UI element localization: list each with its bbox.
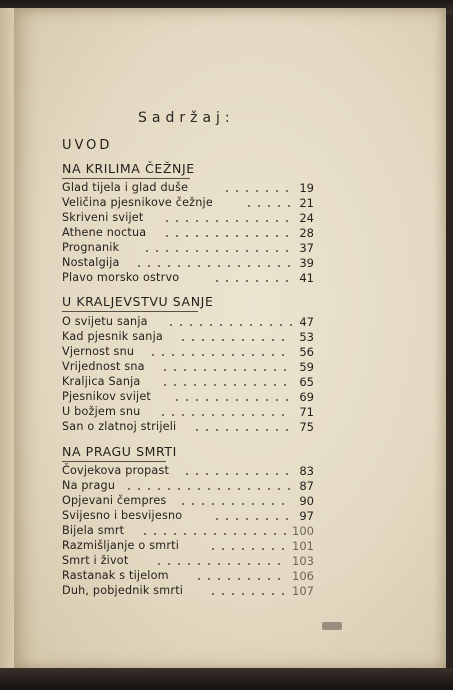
- entry-page: 53: [299, 330, 314, 344]
- toc-entry: [62, 405, 314, 419]
- entry-title: Plavo morsko ostrvo: [62, 271, 180, 284]
- toc-entry: [62, 241, 314, 255]
- toc-entry: [62, 315, 314, 329]
- leader-dots: [178, 339, 292, 341]
- toc-entry: [62, 494, 314, 508]
- toc-entry: [62, 390, 314, 404]
- entry-page: 87: [299, 479, 314, 493]
- leader-dots: [154, 563, 286, 565]
- entry-title: Svijesno i besvijesno: [62, 509, 183, 522]
- toc-entry: [62, 375, 314, 389]
- leader-dots: [178, 503, 292, 505]
- book-edge-bottom: [0, 668, 453, 690]
- toc-entry: [62, 226, 314, 240]
- toc-entry: [62, 196, 314, 210]
- entry-title: Na pragu: [62, 479, 116, 492]
- toc-title: Sadržaj:: [138, 110, 235, 126]
- entry-page: 24: [299, 211, 314, 225]
- entry-page: 28: [299, 226, 314, 240]
- entry-page: 83: [299, 464, 314, 478]
- leader-dots: [208, 593, 286, 595]
- entry-page: 101: [292, 539, 314, 553]
- entry-title: Glad tijela i glad duše: [62, 181, 189, 194]
- toc-entry: [62, 345, 314, 359]
- leader-dots: [192, 429, 292, 431]
- entry-page: 37: [299, 241, 314, 255]
- entry-title: Bijela smrt: [62, 524, 125, 537]
- leader-dots: [124, 488, 292, 490]
- toc-entry: [62, 464, 314, 478]
- toc-entry: [62, 256, 314, 270]
- leader-dots: [212, 518, 292, 520]
- leader-dots: [208, 548, 286, 550]
- section-rule-2: [62, 311, 198, 312]
- entry-page: 19: [299, 181, 314, 195]
- entry-title: Kad pjesnik sanja: [62, 330, 163, 343]
- entry-title: Opjevani čempres: [62, 494, 167, 507]
- toc-entry: [62, 524, 314, 538]
- entry-title: Duh, pobjednik smrti: [62, 584, 184, 597]
- toc-entry: [62, 569, 314, 583]
- leader-dots: [140, 533, 286, 535]
- leader-dots: [182, 473, 292, 475]
- entry-title: San o zlatnoj strijeli: [62, 420, 177, 433]
- entry-title: Razmišljanje o smrti: [62, 539, 180, 552]
- entry-page: 97: [299, 509, 314, 523]
- leader-dots: [194, 578, 286, 580]
- leader-dots: [166, 324, 292, 326]
- section-rule-3: [62, 461, 166, 462]
- entry-page: 69: [299, 390, 314, 404]
- toc-entry: [62, 360, 314, 374]
- entry-title: Prognanik: [62, 241, 120, 254]
- section-intro: UVOD: [62, 138, 113, 153]
- toc-entry: [62, 181, 314, 195]
- entry-title: Vrijednost sna: [62, 360, 145, 373]
- leader-dots: [158, 414, 292, 416]
- leader-dots: [142, 250, 292, 252]
- leader-dots: [160, 384, 292, 386]
- entry-title: Veličina pjesnikove čežnje: [62, 196, 213, 209]
- entry-page: 47: [299, 315, 314, 329]
- entry-title: Nostalgija: [62, 256, 120, 269]
- leader-dots: [160, 369, 292, 371]
- toc-entry: [62, 479, 314, 493]
- page-number-mark: [322, 622, 342, 630]
- section-rule-1: [62, 178, 190, 179]
- entry-title: Athene noctua: [62, 226, 147, 239]
- entry-page: 107: [292, 584, 314, 598]
- toc-entry: [62, 584, 314, 598]
- section-heading-2: U KRALJEVSTVU SANJE: [62, 294, 214, 309]
- leader-dots: [222, 190, 292, 192]
- toc-entry: [62, 554, 314, 568]
- section-heading-3: NA PRAGU SMRTI: [62, 444, 177, 459]
- entry-title: Vjernost snu: [62, 345, 135, 358]
- leader-dots: [172, 399, 292, 401]
- leader-dots: [244, 205, 292, 207]
- toc-entry: [62, 271, 314, 285]
- entry-title: Čovjekova propast: [62, 464, 170, 477]
- entry-page: 103: [292, 554, 314, 568]
- entry-title: Kraljica Sanja: [62, 375, 141, 388]
- section-heading-1: NA KRILIMA ČEŽNJE: [62, 161, 195, 176]
- toc-entry: [62, 330, 314, 344]
- toc-entry: [62, 509, 314, 523]
- entry-page: 75: [299, 420, 314, 434]
- leader-dots: [212, 280, 292, 282]
- entry-page: 65: [299, 375, 314, 389]
- entry-page: 90: [299, 494, 314, 508]
- entry-page: 39: [299, 256, 314, 270]
- toc-entry: [62, 211, 314, 225]
- entry-page: 59: [299, 360, 314, 374]
- entry-title: Rastanak s tijelom: [62, 569, 169, 582]
- entry-page: 21: [299, 196, 314, 210]
- leader-dots: [162, 220, 292, 222]
- entry-title: Smrt i život: [62, 554, 129, 567]
- entry-title: Pjesnikov svijet: [62, 390, 152, 403]
- leader-dots: [148, 354, 292, 356]
- entry-page: 100: [292, 524, 314, 538]
- entry-page: 56: [299, 345, 314, 359]
- entry-page: 41: [299, 271, 314, 285]
- entry-page: 106: [292, 569, 314, 583]
- entry-page: 71: [299, 405, 314, 419]
- entry-title: Skriveni svijet: [62, 211, 144, 224]
- toc-entry: [62, 539, 314, 553]
- toc-entry: [62, 420, 314, 434]
- leader-dots: [162, 235, 292, 237]
- leader-dots: [134, 265, 292, 267]
- entry-title: O svijetu sanja: [62, 315, 148, 328]
- entry-title: U božjem snu: [62, 405, 141, 418]
